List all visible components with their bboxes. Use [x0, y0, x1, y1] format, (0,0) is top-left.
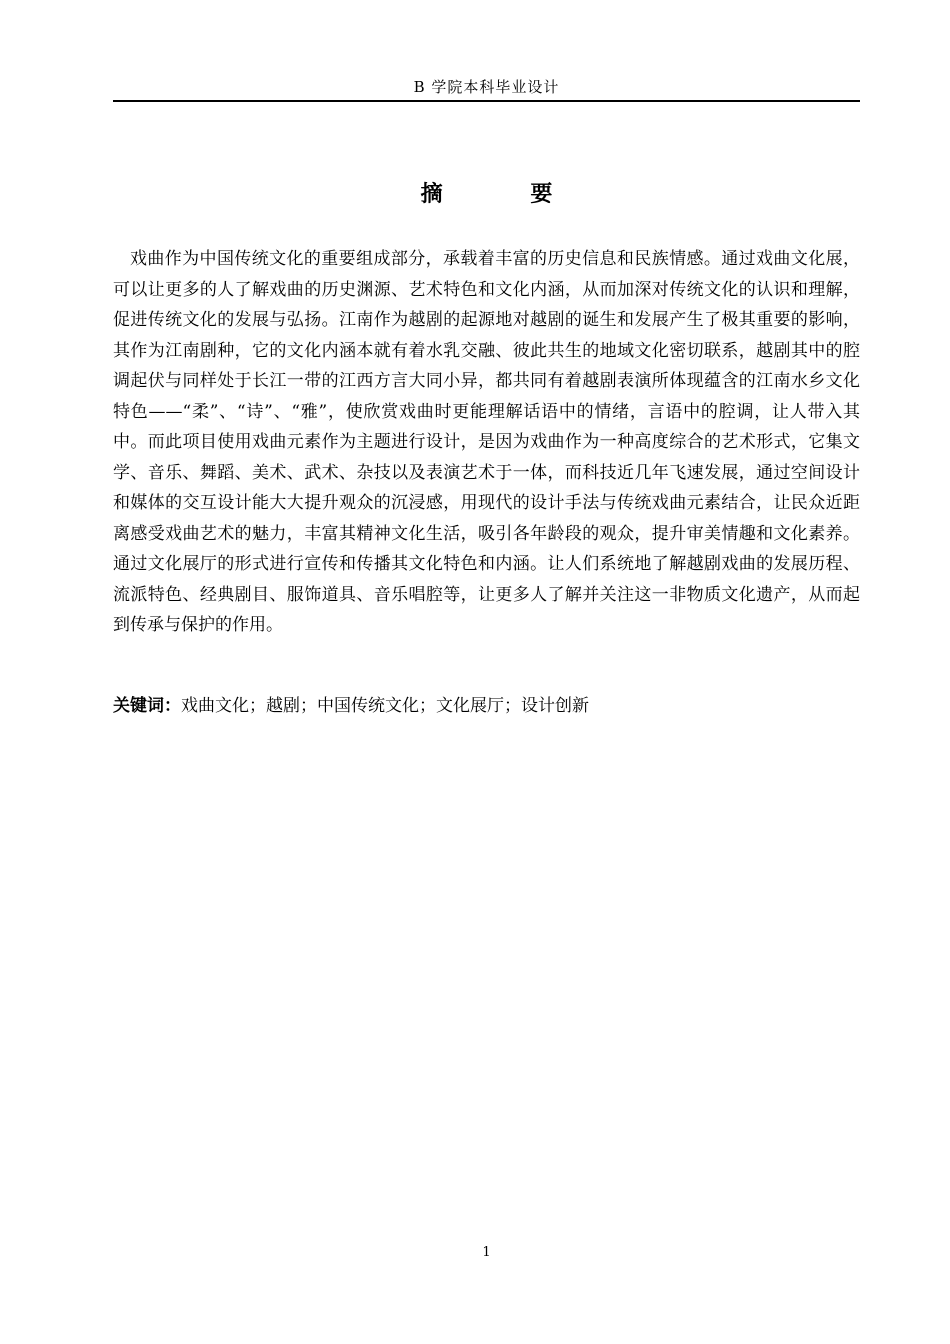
keywords-label: 关键词： [113, 696, 181, 716]
keywords-line [113, 691, 860, 721]
page-number: 1 [482, 1245, 491, 1260]
keywords-list: 戏曲文化；越剧；中国传统文化；文化展厅；设计创新 [181, 696, 589, 716]
abstract-body: 戏曲作为中国传统文化的重要组成部分，承载着丰富的历史信息和民族情感。通过戏曲文化展，可以让更多的人了解戏曲的历史渊源、艺术特色和文化内涵，从而加深对传统文化的认识和理解，促进传统文化的发展与弘扬。江南作为越剧的起源地对越剧的诞生和发展产生了极其重要的影响，其作为江南剧种，它的文化内涵本就有着水乳交融、彼此共生的地域文化密切联系，越剧其中的腔调起伏与同样处于长江一带的江西方言大同小异，都共同有着越剧表演所体现蕴含的江南水乡文化特色——“柔”、“诗”、“雅”，使欣赏戏曲时更能理解话语中的情绪，言语中的腔调，让人带入其中。而此项目使用戏曲元素作为主题进行设计，是因为戏曲作为一种高度综合的艺术形式，它集文学、音乐、舞蹈、美术、武术、杂技以及表演艺术于一体，而科技近几年飞速发展，通过空间设计和媒体的交互设计能大大提升观众的沉浸感，用现代的设计手法与传统戏曲元素结合，让民众近距离感受戏曲艺术的魅力，丰富其精神文化生活，吸引各年龄段的观众，提升审美情趣和文化素养。通过文化展厅的形式进行宣传和传播其文化特色和内涵。让人们系统地了解越剧戏曲的发展历程、流派特色、经典剧目、服饰道具、音乐唱腔等，让更多人了解并关注这一非物质文化遗产，从而起到传承与保护的作用。 [113, 249, 860, 635]
abstract-title: 摘 要 [420, 182, 593, 207]
running-header: B 学院本科毕业设计 [413, 78, 560, 96]
header-divider [113, 100, 860, 102]
